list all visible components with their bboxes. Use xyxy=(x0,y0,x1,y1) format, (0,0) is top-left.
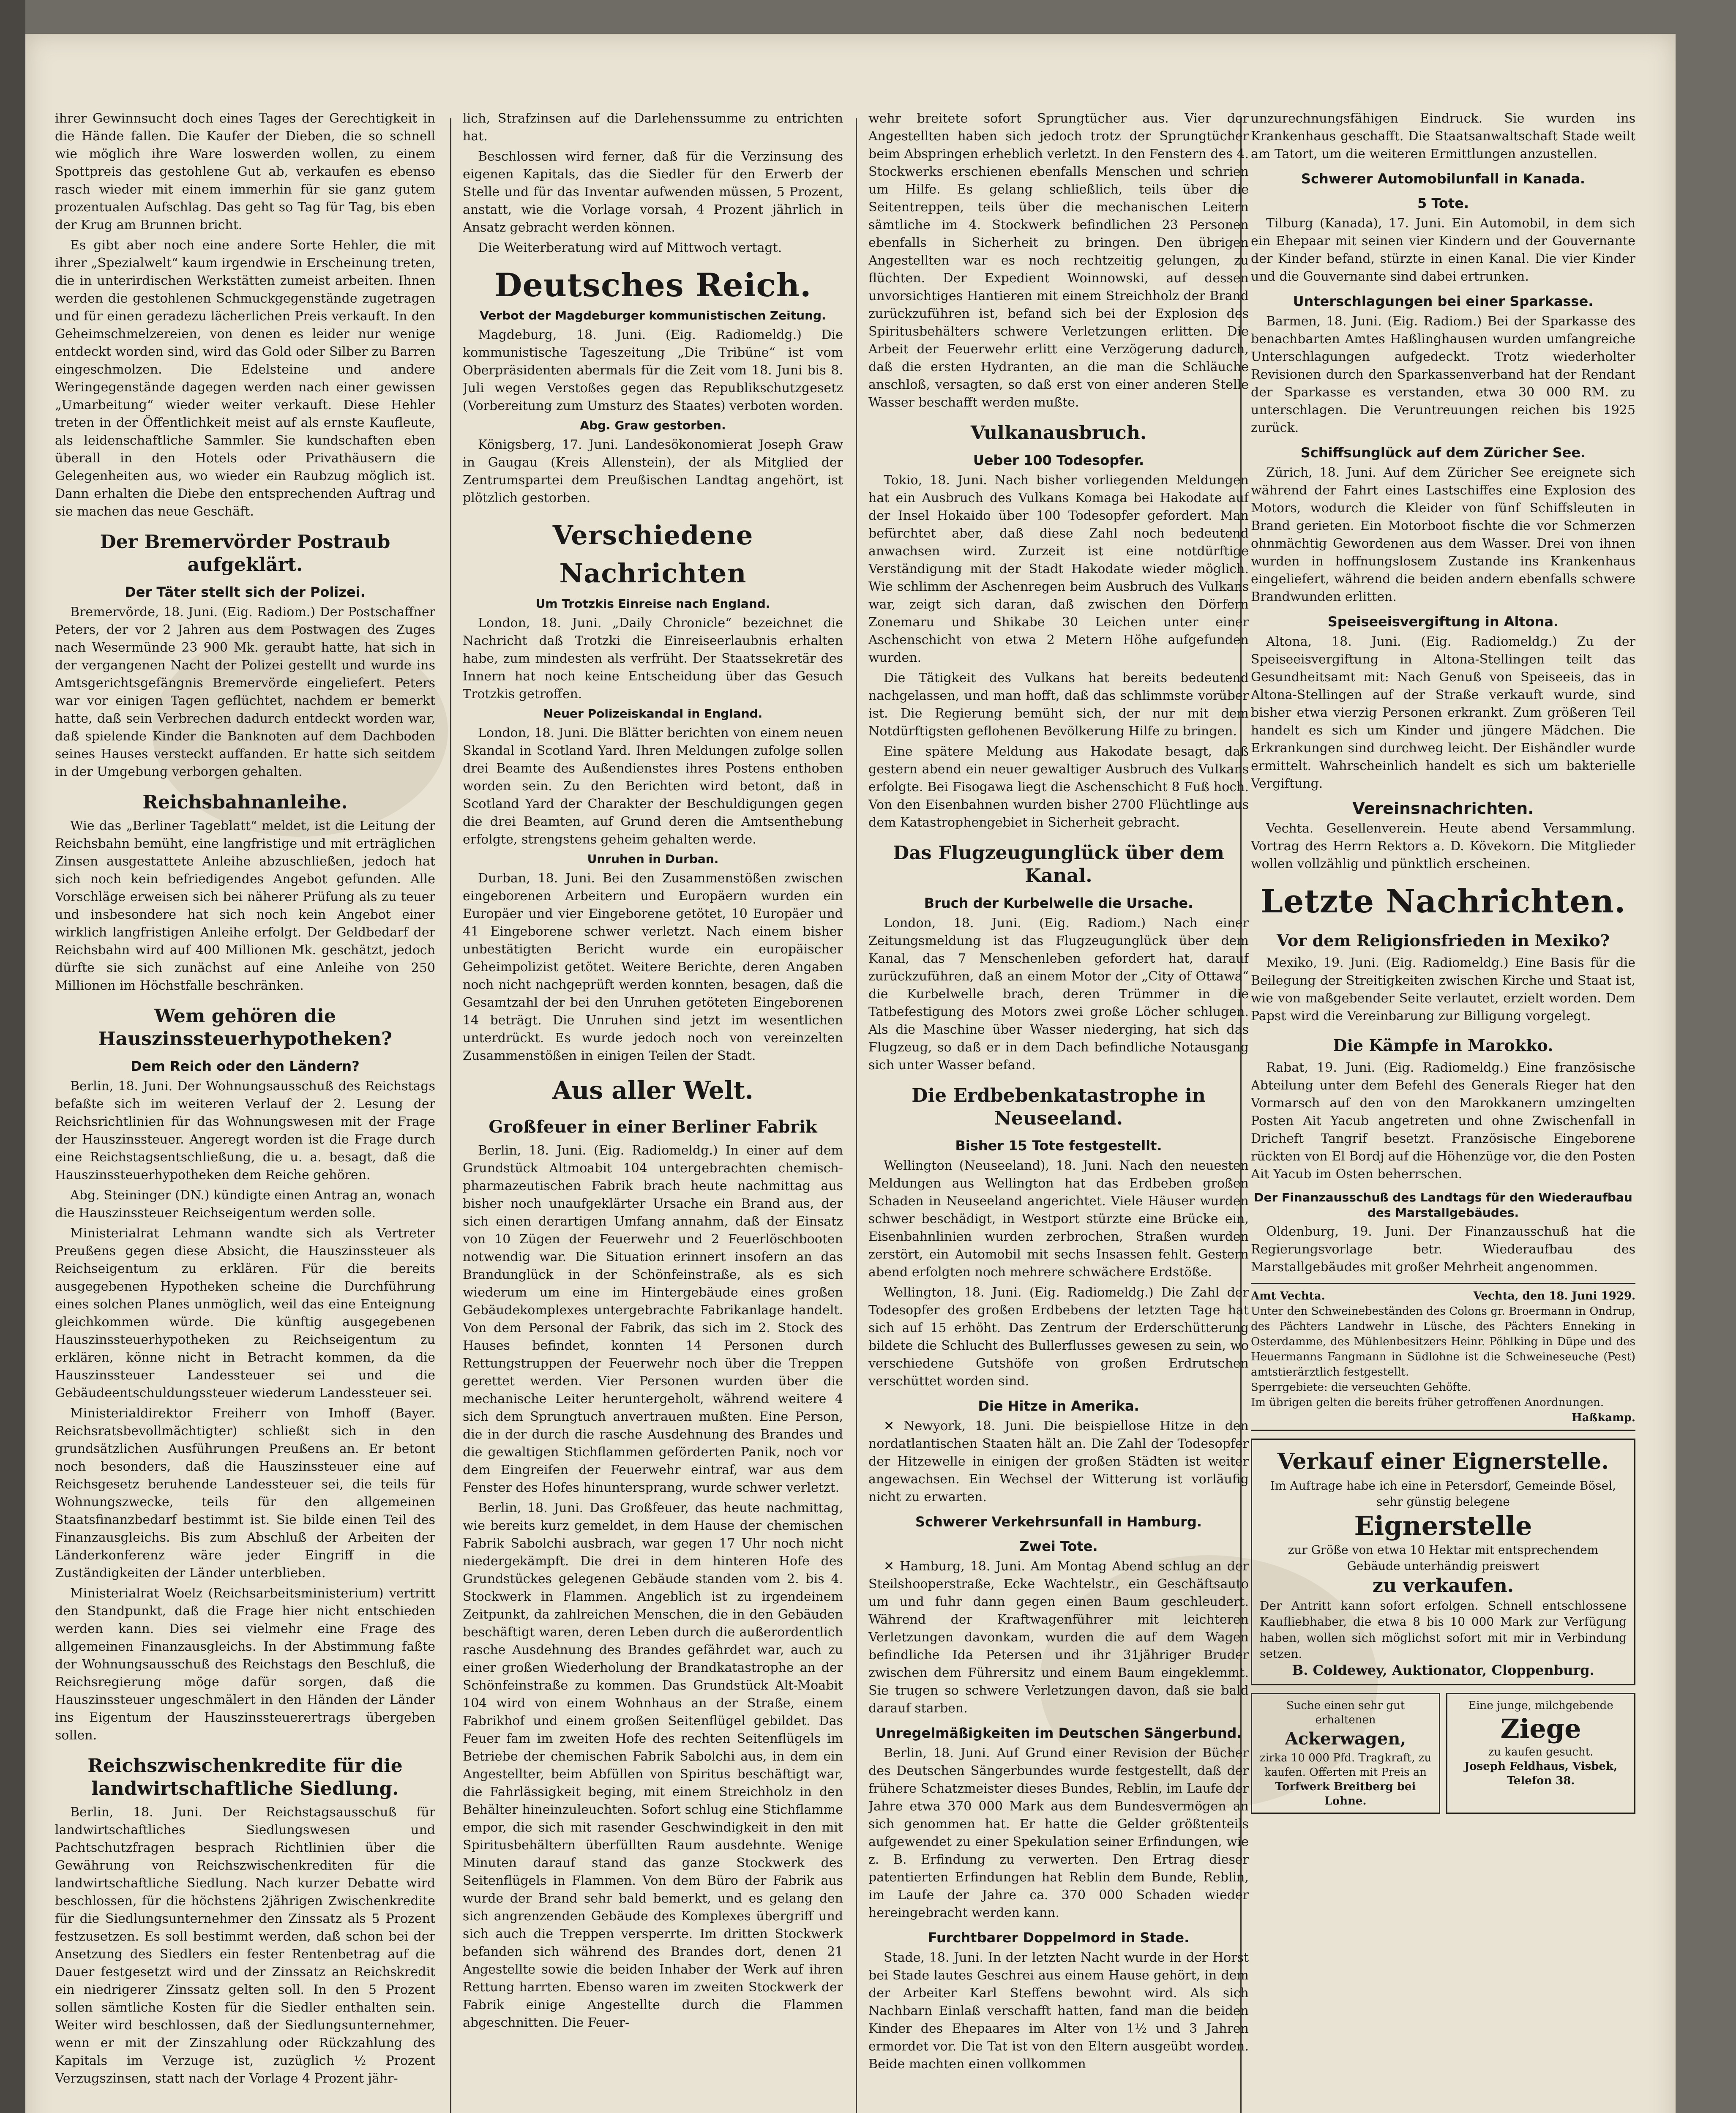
section-aus-aller-welt: Aus aller Welt. xyxy=(552,1076,753,1105)
headline-verkehrsunfall: Schwerer Verkehrsunfall in Hamburg. xyxy=(915,1514,1202,1530)
advertisement-row xyxy=(1251,1693,1635,1814)
article-text: Die Tätigkeit des Vulkans hat bereits bedeutend nachgelassen, und man hofft, daß das schlimmste vorüber ist. Die Regierung bemüht sich, der nur mit dem Notdürftigsten geflohenen Bevölkerung Hilfe zu bringen. xyxy=(868,671,1249,739)
ad-text: zirka 10 000 Pfd. Tragkraft, zu kaufen. Offerten mit Preis an xyxy=(1259,1752,1432,1779)
subheadline: Ueber 100 Todesopfer. xyxy=(973,452,1144,468)
subheadline: Abg. Graw gestorben. xyxy=(580,418,726,432)
article-text: Altona, 18. Juni. (Eig. Radiomeldg.) Zu der Speiseeisvergiftung in Altona-Stellingen teilt das Gesundheitsamt mit: Nach Genuß von Speiseeis, das in Altona-Stellingen auf der Straße verkauft wurde, sind bisher etwa vierzig Personen erkrankt. Zum größeren Teil handelt es sich um Kinder und jüngere Mädchen. Die Erkrankungen sind durchweg leicht. Der Eishändler wurde ermittelt. Wahrscheinlich handelt es sich um bakterielle Vergiftung. xyxy=(1251,634,1635,791)
headline-automobilunfall: Schwerer Automobilunfall in Kanada. xyxy=(1301,171,1585,187)
ad-text: zu kaufen gesucht. xyxy=(1488,1746,1594,1758)
article-text: Beschlossen wird ferner, daß für die Verzinsung des eigenen Kapitals, das die Siedler für den Erwerb der Stelle und für das Inventar aufwenden müssen, 5 Prozent, anstatt, wie die Vorlage vorsah, 4 Prozent jährlich in Ansatz gebracht werden können. xyxy=(463,149,843,235)
official-notice xyxy=(1251,1283,1635,1431)
article-text: wehr breitete sofort Sprungtücher aus. Vier der Angestellten haben sich jedoch trotz der Sprungtücher beim Abspringen erheblich verletzt. In den Fenstern des 4. Stockwerks erschienen ebenfalls Menschen und schrien um Hilfe. Es gelang schließlich, teils über die Seitentreppen, teils über die mechanischen Leitern sämtliche im 4. Stockwerk befindlichen 23 Personen ebenfalls in Sicherheit zu bringen. Den übrigen Angestellten war es noch rechtzeitig gelungen, zu flüchten. Der Expedient Woinnowski, auf dessen unvorsichtiges Hantieren mit einem Streichholz der Brand zurückzuführen ist, befand sich bei der Explosion des Spiritusbehälters schwere Verletzungen erlitten. Die Arbeit der Feuerwehr erlitt eine Verzögerung dadurch, daß die ersten Hydranten, an die man die Schläuche anschloß, versagten, so daß erst von einer anderen Stelle Wasser beschafft werden mußte. xyxy=(868,111,1249,410)
article-text: unzurechnungsfähigen Eindruck. Sie wurden ins Krankenhaus geschafft. Die Staatsanwaltschaft Stade weilt am Tatort, um die weiteren Ermittlungen anzustellen. xyxy=(1251,111,1635,161)
article-text: ✕ Newyork, 18. Juni. Die beispiellose Hitze in den nordatlantischen Staaten hält an. Die Zahl der Todesopfer der Hitzewelle in einigen der großen Städten ist weiter angewachsen. Ein Wechsel der Witterung ist vorläufig nicht zu erwarten. xyxy=(868,1419,1249,1504)
article-text: Oldenburg, 19. Juni. Der Finanzausschuß hat die Regierungsvorlage betr. Wiederaufbau des Marstallgebäudes mit großer Mehrheit angenommen. xyxy=(1251,1224,1635,1275)
advertisement-eignerstelle xyxy=(1251,1439,1635,1685)
subheadline: Bisher 15 Tote festgestellt. xyxy=(955,1138,1162,1154)
headline-marokko: Die Kämpfe in Marokko. xyxy=(1333,1036,1553,1055)
subheadline: 5 Tote. xyxy=(1417,195,1469,211)
headline-mexiko: Vor dem Religionsfrieden in Mexiko? xyxy=(1277,931,1610,950)
article-text: Königsberg, 17. Juni. Landesökonomierat Joseph Graw in Gaugau (Kreis Allenstein), der als Mitglied der Zentrumspartei dem Preußischen Landtag angehört, ist plötzlich gestorben. xyxy=(463,437,843,505)
article-text: Tilburg (Kanada), 17. Juni. Ein Automobil, in dem sich ein Ehepaar mit seinen vier Kindern und der Gouvernante der Kinder befand, stürzte in einen Kanal. Die vier Kinder und die Gouvernante sind dabei ertrunken. xyxy=(1251,216,1635,284)
headline-schiffsunglueck: Schiffsunglück auf dem Züricher See. xyxy=(1300,445,1586,461)
notice-signature: Haßkamp. xyxy=(1572,1411,1635,1424)
article-text: Mexiko, 19. Juni. (Eig. Radiomeldg.) Eine Basis für die Beilegung der Streitigkeiten zwischen Kirche und Staat ist, wie von maßgebender Seite verlautet, erzielt worden. Dem Papst wird die Vereinbarung zur Billigung vorgelegt. xyxy=(1251,955,1635,1024)
subheadline: Bruch der Kurbelwelle die Ursache. xyxy=(924,895,1193,911)
column-2 xyxy=(463,110,843,2113)
subheadline: Um Trotzkis Einreise nach England. xyxy=(535,597,770,611)
advertisement-ziege xyxy=(1446,1693,1635,1814)
article-text: Die Weiterberatung wird auf Mittwoch vertagt. xyxy=(478,240,782,255)
headline-vulkanausbruch: Vulkanausbruch. xyxy=(970,422,1147,444)
column-rule xyxy=(856,118,857,2113)
ad-headline: Ackerwagen, xyxy=(1285,1729,1406,1749)
ad-text: zur Größe von etwa 10 Hektar mit entsprechendem Gebäude unterhändig preiswert xyxy=(1288,1543,1599,1573)
notice-text: Unter den Schweinebeständen des Colons gr. Broermann in Ondrup, des Pächters Landwehr in Lüsche, des Pächters Enneking in Osterdamme, des Mühlenbesitzers Heinr. Pöhlking in Düpe und des Heuermanns Fangmann in Südlohne ist die Schweineseuche (Pest) amtstierärztlich festgestellt. xyxy=(1251,1305,1635,1379)
ad-signature: B. Coldewey, Auktionator, Cloppenburg. xyxy=(1292,1662,1594,1678)
ad-text: Suche einen sehr gut erhaltenen xyxy=(1286,1699,1405,1726)
section-letzte-nachrichten: Letzte Nachrichten. xyxy=(1260,882,1626,920)
column-rule xyxy=(450,118,451,2113)
ad-text: Im Auftrage habe ich eine in Petersdorf, Gemeinde Bösel, sehr günstig belegene xyxy=(1270,1479,1616,1509)
article-text: Vechta. Gesellenverein. Heute abend Versammlung. Vortrag des Herrn Rektors a. D. Kövekorn. Die Mitglieder wollen vollzählig und pünktlich erscheinen. xyxy=(1251,821,1635,871)
headline-hitze: Die Hitze in Amerika. xyxy=(978,1398,1139,1414)
article-text: Berlin, 18. Juni. Das Großfeuer, das heute nachmittag, wie bereits kurz gemeldet, in dem Hause der chemischen Fabrik Sabolchi ausbrach, war gegen 17 Uhr noch nicht niedergekämpft. Die drei in dem hinteren Hofe des Grundstückes gelegenen Gebäude standen vom 2. bis 4. Stockwerk in Flammen. Angeblich ist zu irgendeinem Zeitpunkt, da zahlreichen Menschen, die in den Gebäuden beschäftigt waren, deren Leben durch die außerordentlich rasche Ausdehnung des Brandes gefährdet war, auch zu einer großen Wiederholung der Brandkatastrophe an der Schönfeinstraße zu kommen. Das Grundstück Alt-Moabit 104 wird von einem Wohnhaus an der Straße, einem Fabrikhof und einem großen Seitenflügel gebildet. Das Feuer fam im zweiten Hofe des rechten Seitenflügels im Betriebe der chemischen Fabrik Sabolchi aus, in dem ein Angestellter, beim Abfüllen von Spiritus beschäftigt war, die Fahrlässigkeit beging, mit einem Streichholz in den Behälter hineinzuleuchten. Sofort schlug eine Stichflamme empor, die sich mit rasender Geschwindigkeit in den mit Spiritusbehältern überfüllten Raum ausdehnte. Wenige Minuten darauf stand das ganze Stockwerk des Seitenflügels in Flammen. Von dem Büro der Fabrik aus wurde der Brand sehr bald bemerkt, und es gelang den sich angrenzenden Gebäude des Komplexes übergriff und sich auch die Treppen versperrte. Im dritten Stockwerk befanden sich während des Brandes dort, denen 21 Angestellte sowie die beiden Inhaber der Werk auf ihren Rettung harrten. Ebenso waren im zweiten Stockwerk der Fabrik einige Angestellte durch die Flammen abgeschnitten. Die Feuer- xyxy=(463,1501,843,2030)
ad-headline: zu verkaufen. xyxy=(1372,1575,1514,1597)
article-text: Stade, 18. Juni. In der letzten Nacht wurde in der Horst bei Stade lautes Geschrei aus einem Hause gehört, in dem der Arbeiter Karl Steffens bewohnt wird. Als sich Nachbarn Einlaß verschafft hatten, fand man die beiden Kinder des Ehepaares im Alter von 1½ und 3 Jahren ermordet vor. Die Tat ist von den Eltern ausgeübt worden. Beide machten einen vollkommen xyxy=(868,1950,1249,2072)
headline-sparkasse: Unterschlagungen bei einer Sparkasse. xyxy=(1293,293,1594,309)
article-text: Magdeburg, 18. Juni. (Eig. Radiomeldg.) Die kommunistische Tageszeitung „Die Tribüne“ ist vom Oberpräsidenten abermals für die Zeit vom 18. Juni bis 8. Juli wegen Verstoßes gegen das Republikschutzgesetz (Vorbereitung zum Umsturz des Staates) verboten worden. xyxy=(463,328,843,413)
article-text: Berlin, 18. Juni. Der Reichstagsausschuß für landwirtschaftliches Siedlungswesen und Pachtschutzfragen besprach Richtlinien über die Gewährung von Reichszwischenkrediten für die landwirtschaftliche Siedlung. Nach kurzer Debatte wird beschlossen, für die höchstens 2jährigen Zwischenkredite für die Siedlungsunternehmer den Zinssatz als 5 Prozent festzusetzen. Es soll bestimmt werden, daß schon bei der Ansetzung des Siedlers ein fester Rentenbetrag auf die Dauer festgesetzt wird und der Zinssatz an Reichskredit ein niedrigerer Zinssatz gelten soll. In den 5 Prozent sollen sämtliche Kosten für die Siedler enthalten sein. Weiter wird beschlossen, daß der Siedlungsunternehmer, wenn er mit der Zinszahlung oder Rückzahlung des Kapitals im Verzuge ist, zuzüglich ½ Prozent Verzugszinsen, statt nach der Vorlage 4 Prozent jähr- xyxy=(55,1805,435,2086)
binding-edge xyxy=(0,0,25,2113)
article-text: Wie das „Berliner Tageblatt“ meldet, ist die Leitung der Reichsbahn bemüht, eine langfristige und mit erträglichen Zinsen ausgestattete Anleihe abzuschließen, jedoch hat sich noch kein befriedigendes Angebot gefunden. Alle Vorschläge erweisen sich bei näherer Prüfung als zu teuer und insbesondere hat sich noch kein Angebot einer wirklich langfristigen Anleihe erfolgt. Der Geldbedarf der Reichsbahn wird auf 400 Millionen Mk. geschätzt, jedoch dürfte sie sich zunächst auf eine Anleihe von 250 Millionen im Höchstfalle beschränken. xyxy=(55,819,435,993)
notice-office: Amt Vechta. xyxy=(1251,1290,1325,1302)
headline-reichsbahnanleihe: Reichsbahnanleihe. xyxy=(142,792,348,813)
notice-text: Im übrigen gelten die bereits früher getroffenen Anordnungen. xyxy=(1251,1396,1604,1409)
article-text: ✕ Hamburg, 18. Juni. Am Montag Abend schlug an der Steilshooperstraße, Ecke Wachtelstr., ein Geschäftsauto um und fuhr dann gegen einen Baum geschleudert. Während der Kraftwagenführer mit leichteren Verletzungen davonkam, wurden die auf dem Wagen befindliche Ida Petersen und ihr 31jähriger Bruder zwischen dem Führersitz und einem Baum eingeklemmt. Sie trugen so schwere Verletzungen davon, daß sie bald darauf starben. xyxy=(868,1559,1249,1716)
ad-title: Verkauf einer Eignerstelle. xyxy=(1277,1449,1609,1474)
column-3 xyxy=(868,110,1249,2113)
article-text: Ministerialdirektor Freiherr von Imhoff (Bayer. Reichsratsbevollmächtigter) schließt sich in den grundsätzlichen Ausführungen Preußens an. Er betont noch besonders, daß die Hauszinssteuer eine auf Reichsgesetz beruhende Landessteuer sei, die teils für Wohnungszwecke, teils für den allgemeinen Staatsfinanzbedarf bestimmt ist. Sie bilde einen Teil des Finanzausgleichs. Bis zum Abschluß der Arbeiten der Länderkonferenz wäre jeder Eingriff in die Zuständigkeiten der Länder unterblieben. xyxy=(55,1406,435,1581)
headline-saengerbund: Unregelmäßigkeiten im Deutschen Sängerbund. xyxy=(875,1725,1242,1741)
headline-reichszwischenkredite: Reichszwischenkredite für die landwirtschaftliche Siedlung. xyxy=(87,1755,403,1799)
ad-text: Eine junge, milchgebende xyxy=(1468,1699,1613,1712)
ad-signature: Torfwerk Breitberg bei Lohne. xyxy=(1275,1780,1416,1807)
headline-erdbeben: Die Erdbebenkatastrophe in Neuseeland. xyxy=(912,1085,1206,1129)
article-text: Rabat, 19. Juni. (Eig. Radiomeldg.) Eine französische Abteilung unter dem Befehl des Generals Rieger hat den Vormarsch auf den von den Marokkanern umzingelten Posten Ait Yacub angetreten und ohne Zwischenfall in Dricheft Tangrif besetzt. Französische Eingeborene rückten von El Bordj auf die Höhenzüge vor, die den Posten Ait Yacub im Osten beherrschen. xyxy=(1251,1060,1635,1182)
headline-hauszinssteuer: Wem gehören die Hauszinssteuerhypotheken? xyxy=(98,1005,392,1050)
article-text: London, 18. Juni. „Daily Chronicle“ bezeichnet die Nachricht daß Trotzki die Einreiseerlaubnis erhalten habe, zum mindesten als verfrüht. Der Staatssekretär des Innern hat noch keine Entscheidung über das Gesuch Trotzkis getroffen. xyxy=(463,616,843,702)
article-text: Wellington, 18. Juni. (Eig. Radiomeldg.) Die Zahl der Todesopfer des großen Erdbebens der letzten Tage hat sich auf 15 erhöht. Das Zentrum der Erderschütterung bildete die Schlucht des Bullerflusses gewesen zu sein, wo verschiedene Gutshöfe von großen Erdrutschen verschüttet worden sind. xyxy=(868,1285,1249,1389)
article-text: Ministerialrat Lehmann wandte sich als Vertreter Preußens gegen diese Absicht, die Hauszinssteuer als Reichseigentum zu erklären. Für die bereits ausgegebenen Hypotheken scheine die Durchführung eines solchen Planes unmöglich, weil das eine Enteignung gleichkommen würde. Die künftig ausgegebenen Hauszinssteuerhypotheken zu Reichseigentum zu erklären, könne nicht in Betracht kommen, da die Hauszinssteuer Landessteuer sei und die Gebäudeentschuldungssteuer wiederum Landessteuer sei. xyxy=(55,1226,435,1400)
subheadline: Zwei Tote. xyxy=(1019,1538,1098,1554)
subheadline: Dem Reich oder den Ländern? xyxy=(131,1058,360,1074)
ad-text: Der Antritt kann sofort erfolgen. Schnell entschlossene Kaufliebhaber, die etwa 8 bis 10 000 Mark zur Verfügung haben, wollen sich möglichst sofort mit mir in Verbindung setzen. xyxy=(1260,1599,1627,1661)
subheadline: Unruhen in Durban. xyxy=(587,852,719,866)
article-text: Wellington (Neuseeland), 18. Juni. Nach den neuesten Meldungen aus Wellington hat das Erdbeben großen Schaden in Neuseeland angerichtet. Viele Häuser wurden schwer beschädigt, in Westport stürzte eine Brücke ein, Eisenbahnlinien wurden zerbrochen, Straßen wurden zerstört, ein Automobil mit sechs Insassen fehlt. Gestern abend erfolgten noch mehrere schwächere Erdstöße. xyxy=(868,1158,1249,1280)
article-text: London, 18. Juni. (Eig. Radiom.) Nach einer Zeitungsmeldung ist das Flugzeugunglück über dem Kanal, das 7 Menschenleben gefordert hat, darauf zurückzuführen, daß an einem Motor der „City of Ottawa“ die Kurbelwelle brach, deren Trümmer in die Tatbefestigung des Motors zwei große Löcher schlugen. Als die Maschine über Wasser niederging, hat sich das Flugzeug, so daß er in dem Dach befindliche Notausgang sich unter Wasser befand. xyxy=(868,916,1249,1073)
article-text: Durban, 18. Juni. Bei den Zusammenstößen zwischen eingeborenen Arbeitern und Europäern wurden ein Europäer und vier Eingeborene getötet, 10 Europäer und 41 Eingeborene schwer verletzt. Nach einem bisher unbestätigten Bericht wurde ein europäischer Geheimpolizist getötet. Weitere Berichte, deren Angaben noch nicht nachgeprüft werden konnten, besagen, daß die Gesamtzahl der bei den Unruhen getöteten Eingeborenen 14 beträgt. Die Unruhen sind jetzt im wesentlichen unterdrückt. Es wurde jedoch noch von vereinzelten Zusammenstößen in einigen Teilen der Stadt. xyxy=(463,871,843,1063)
column-1 xyxy=(55,110,435,2113)
headline-grossfeuer: Großfeuer in einer Berliner Fabrik xyxy=(489,1117,817,1137)
notice-date: Vechta, den 18. Juni 1929. xyxy=(1473,1290,1635,1302)
article-text: Tokio, 18. Juni. Nach bisher vorliegenden Meldungen hat ein Ausbruch des Vulkans Komaga bei Hakodate auf der Insel Hokaido über 100 Todesopfer gefordert. Man befürchtet aber, daß diese Zahl noch bedeutend anwachsen wird. Zurzeit ist eine notdürftige Verständigung mit der Stadt Hakodate wieder möglich. Wie schlimm der Aschenregen beim Ausbruch des Vulkans war, zeigt sich daran, daß zwischen den Dörfern Zonemaru und Shikabe 30 Leichen unter einer Aschenschicht von etwa 2 Metern Höhe aufgefunden wurden. xyxy=(868,473,1249,665)
article-text: Berlin, 18. Juni. (Eig. Radiomeldg.) In einer auf dem Grundstück Altmoabit 104 untergebrachten chemisch-pharmazeutischen Fabrik brach heute nachmittag aus bisher noch unaufgeklärter Ursache ein Brand aus, der sich einen derartigen Umfang annahm, daß der Einsatz von 10 Zügen der Feuerwehr und 2 Feuerlöschbooten notwendig war. Die Situation erinnert insofern an das Brandunglück in der Schönfeinstraße, als es sich wiederum um eine im Hintergebäude eines großen Gebäudekomplexes untergebrachte Fabrikanlage handelt. Von dem Personal der Fabrik, das sich im 2. Stock des Hauses befindet, konnten 14 Personen durch Rettungstruppen der Feuerwehr noch über die Treppen gerettet werden. Vier Personen wurden über die mechanische Leiter heruntergeholt, während weitere 4 sich dem Sprungtuch anvertrauen mußten. Eine Person, die in der durch die rasche Ausdehnung des Brandes und die gewaltigen Stichflammen geförderten Panik, noch vor dem Eingreifen der Feuerwehr eintraf, war aus dem Fenster des Hofes hinuntersprang, wurde schwer verletzt. xyxy=(463,1143,843,1495)
subheadline: Neuer Polizeiskandal in England. xyxy=(543,707,763,721)
advertisement-ackerwagen xyxy=(1251,1693,1440,1814)
ad-signature: Joseph Feldhaus, Visbek, Telefon 38. xyxy=(1464,1760,1617,1787)
article-text: Berlin, 18. Juni. Auf Grund einer Revision der Bücher des Deutschen Sängerbundes wurde festgestellt, daß der frühere Schatzmeister dieses Bundes, Reblin, im Laufe der Jahre etwa 370 000 Mark aus dem Bundesvermögen an sich genommen hat. Er hatte die Gelder größtenteils aufgewendet zu einer Spekulation seiner Erfindungen, wie z. B. Erfindung zu verwerten. Den Ertrag dieser patentierten Erfindungen hat Reblin dem Bunde, Reblin, im Laufe der Jahre ca. 370 000 Schaden wieder hereingebracht werden kann. xyxy=(868,1746,1249,1920)
headline-vereinsnachrichten: Vereinsnachrichten. xyxy=(1352,799,1534,818)
article-text: Bremervörde, 18. Juni. (Eig. Radiom.) Der Postschaffner Peters, der vor 2 Jahren aus dem Postwagen des Zuges nach Wesermünde 23 900 Mk. geraubt hatte, hat sich in der vergangenen Nacht der Polizei gestellt und wurde ins Amtsgerichtsgefängnis Bremervörde eingeliefert. Peters war vor einigen Tagen geflüchtet, nachdem er bemerkt hatte, daß sein Verbrechen dadurch entdeckt worden war, daß spielende Kinder die Banknoten auf dem Dachboden seines Hauses versteckt auffanden. Er hatte sich seitdem in der Umgebung verborgen gehalten. xyxy=(55,605,435,779)
article-text: Eine spätere Meldung aus Hakodate besagt, daß gestern abend ein neuer gewaltiger Ausbruch des Vulkans erfolgte. Bei Fisogawa liegt die Aschenschicht 8 Fuß hoch. Von den Eisenbahnen wurden bisher 2700 Flüchtlinge aus dem Katastrophengebiet in Sicherheit gebracht. xyxy=(868,744,1249,830)
newspaper-page xyxy=(25,34,1676,2113)
ad-headline: Ziege xyxy=(1500,1713,1581,1744)
subheadline: Der Täter stellt sich der Polizei. xyxy=(125,584,366,600)
notice-text: Sperrgebiete: die verseuchten Gehöfte. xyxy=(1251,1381,1471,1394)
article-text: lich, Strafzinsen auf die Darlehenssumme zu entrichten hat. xyxy=(463,111,843,144)
ad-headline: Eignerstelle xyxy=(1354,1510,1532,1541)
headline-doppelmord: Furchtbarer Doppelmord in Stade. xyxy=(928,1930,1190,1946)
headline-marstall: Der Finanzausschuß des Landtags für den Wiederaufbau des Marstallgebäudes. xyxy=(1254,1190,1632,1220)
article-text: Zürich, 18. Juni. Auf dem Züricher See ereignete sich während der Fahrt eines Lastschiffes eine Explosion des Motors, wodurch die Kleider von fünf Schiffsleuten in Brand gerieten. Ein Motorboot fischte die vor Schmerzen ohnmächtig Gewordenen aus dem Wasser. Drei von ihnen wurden in hoffnungslosem Zustande ins Krankenhaus eingeliefert, während die beiden andern ebenfalls schwere Brandwunden erlitten. xyxy=(1251,465,1635,604)
headline-speiseeis: Speiseeisvergiftung in Altona. xyxy=(1327,614,1559,630)
article-text: Ministerialrat Woelz (Reichsarbeitsministerium) vertritt den Standpunkt, daß die Frage hier nicht entschieden werden kann. Dies sei vielmehr eine Frage des allgemeinen Finanzausgleichs. In der Abstimmung faßte der Wohnungsausschuß des Reichstags den Beschluß, die Reichsregierung möge dafür sorgen, daß die Hauszinssteuer ungeschmälert in den Händen der Länder ins Eigentum der Hauszinssteuerertrags übergeben sollen. xyxy=(55,1586,435,1743)
section-verschiedene-nachrichten: Verschiedene Nachrichten xyxy=(552,520,753,589)
article-text: Berlin, 18. Juni. Der Wohnungsausschuß des Reichstags befaßte sich im weiteren Verlauf der 2. Lesung der Reichsrichtlinien für das Wohnungswesen mit der Frage der Hauszinssteuer. Angeregt worden ist die Frage durch eine Reichstagsentschließung, die u. a. besagt, daß die Hauszinssteuerhypotheken dem Reiche gehören. xyxy=(55,1079,435,1182)
article-text: Barmen, 18. Juni. (Eig. Radiom.) Bei der Sparkasse des benachbarten Amtes Haßlinghausen wurden umfangreiche Unterschlagungen aufgedeckt. Trotz wiederholter Revisionen durch den Sparkassenverband hat der Rendant der Sparkasse es verstanden, etwa 30 000 RM. zu unterschlagen. Die Veruntreuungen reichen bis 1925 zurück. xyxy=(1251,314,1635,435)
section-deutsches-reich: Deutsches Reich. xyxy=(494,266,812,304)
column-4 xyxy=(1251,110,1635,2113)
article-text: Abg. Steininger (DN.) kündigte einen Antrag an, wonach die Hauszinssteuer Reichseigentum werden solle. xyxy=(55,1188,435,1220)
article-text: London, 18. Juni. Die Blätter berichten von einem neuen Skandal in Scotland Yard. Ihren Meldungen zufolge sollen drei Beamte des Außendienstes ihres Postens enthoben worden sein. Zu den Berichten wird betont, daß in Scotland Yard der Charakter der Beschuldigungen gegen die drei Beamten, auf Grund deren die Amtsenthebung erfolgte, strengstens geheim gehalten werde. xyxy=(463,726,843,847)
article-text: ihrer Gewinnsucht doch eines Tages der Gerechtigkeit in die Hände fallen. Die Kaufer der Dieben, die so schnell wie möglich ihre Ware loswerden wollen, zu einem Spottpreis das gestohlene Gut ab, verkaufen es ebenso rasch wieder mit einem immerhin für sie ganz gutem prozentualen Aufschlag. Das geht so Tag für Tag, bis eben der Krug am Brunnen bricht. xyxy=(55,111,435,232)
headline-postraub: Der Bremervörder Postraub aufgeklärt. xyxy=(100,531,390,576)
headline-flugzeugunglueck: Das Flugzeugunglück über dem Kanal. xyxy=(893,842,1224,887)
article-text: Es gibt aber noch eine andere Sorte Hehler, die mit ihrer „Spezialwelt“ kaum irgendwie in Erscheinung treten, die in unterirdischen Werkstätten zumeist arbeiten. Ihnen werden die gestohlenen Schmuckgegenstände zugetragen und für einen geradezu lächerlichen Preis verkauft. In den Geheimschmelzereien, von denen es leider nur wenige entdeckt worden sind, wird das Gold oder Silber zu Barren eingeschmolzen. Die Edelsteine und andere Weringegenstände dagegen werden nach einer gewissen „Umarbeitung“ wieder weiter verkauft. Diese Hehler treten in der Öffentlichkeit meist auf als ernste Kaufleute, als leidenschaftliche Sammler. Sie kundschaften eben überall in den Hotels oder Privathäusern die Gelegenheiten aus, wo wieder ein Raubzug möglich ist. Dann erhalten die Diebe den entsprechenden Auftrag und sie machen das neue Geschäft. xyxy=(55,238,435,519)
subheadline: Verbot der Magdeburger kommunistischen Zeitung. xyxy=(480,308,826,322)
